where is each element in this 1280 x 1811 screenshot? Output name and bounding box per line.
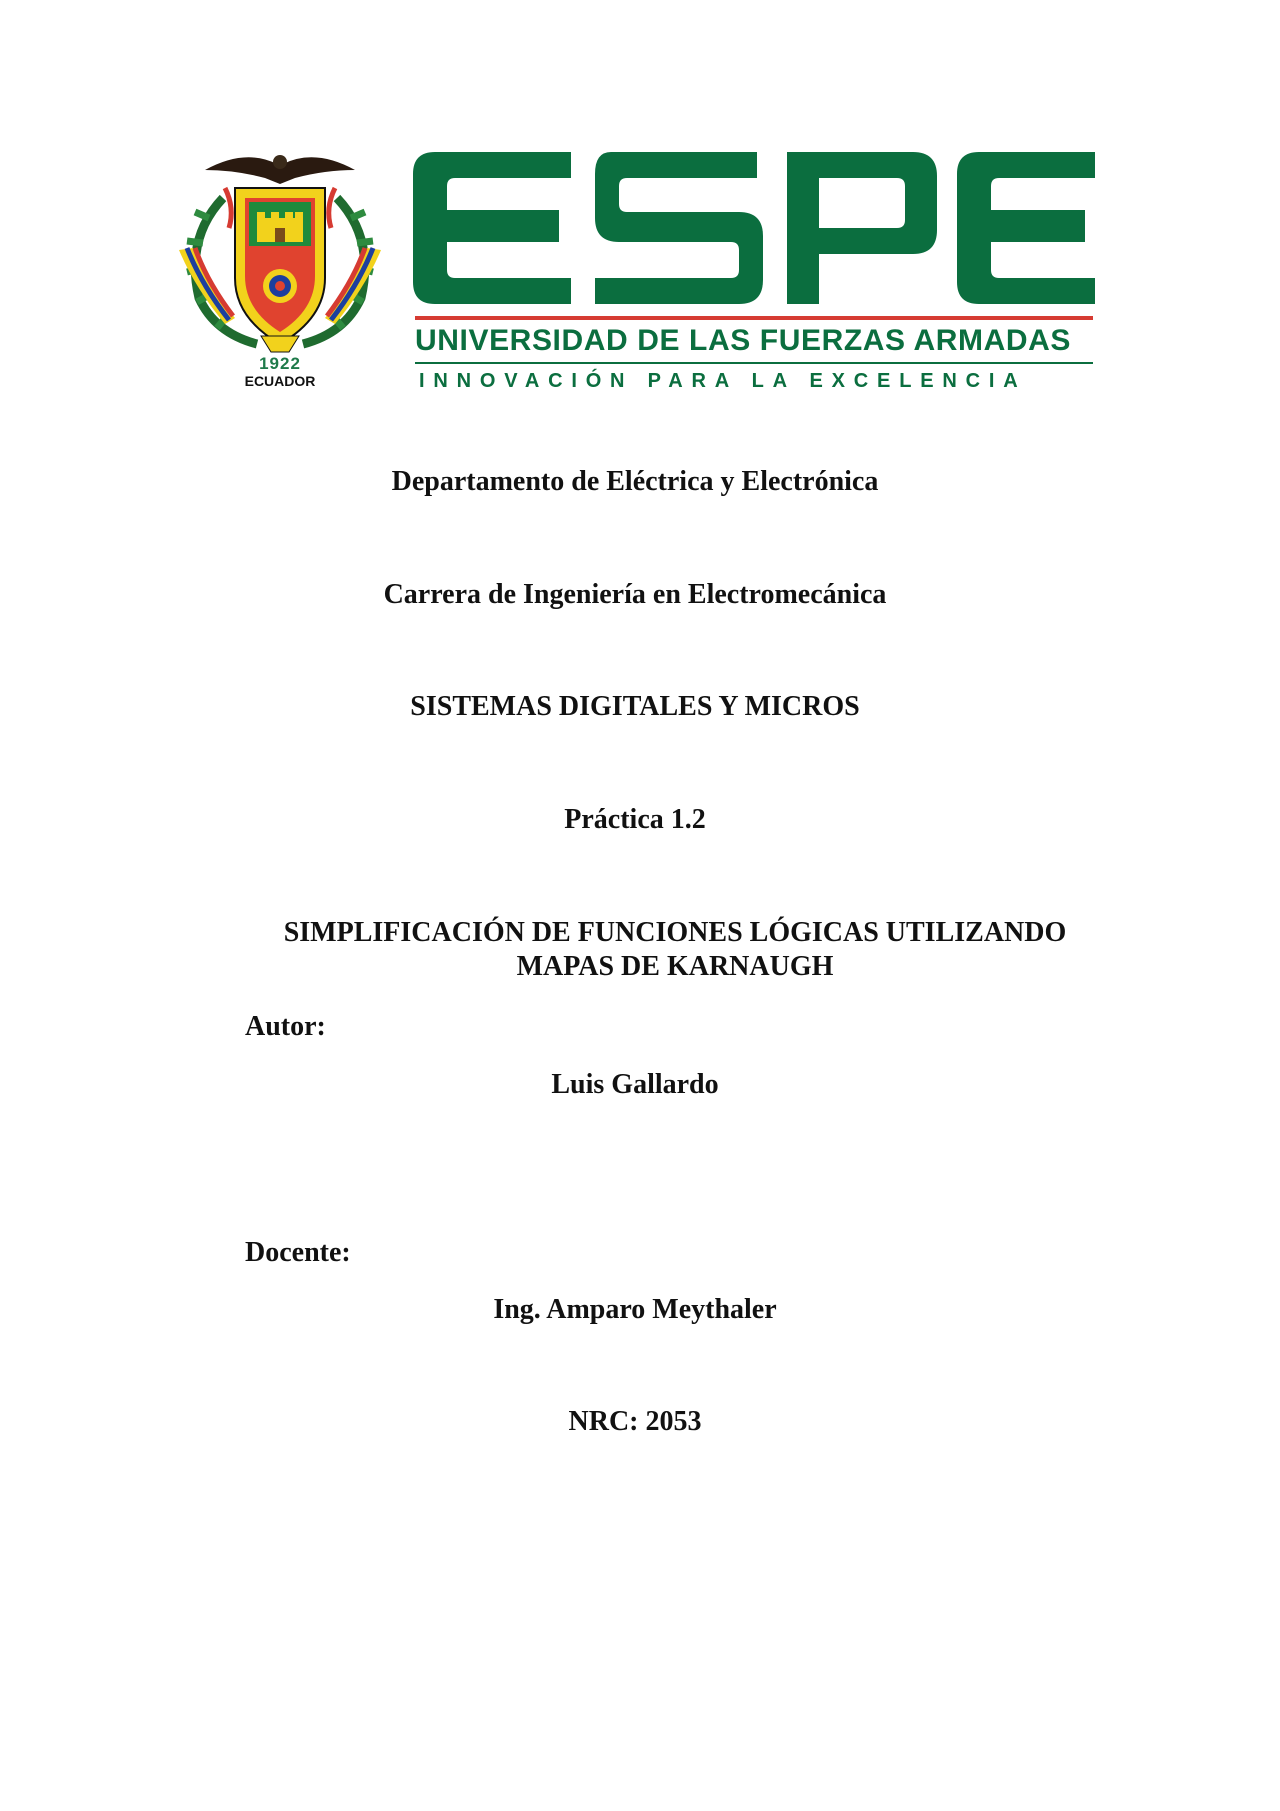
university-motto: INNOVACIÓN PARA LA EXCELENCIA (419, 370, 1027, 392)
university-name: UNIVERSIDAD DE LAS FUERZAS ARMADAS (415, 324, 1071, 357)
coat-of-arms-icon (165, 148, 395, 358)
brand-red-rule (415, 316, 1093, 320)
espe-wordmark-logo (413, 152, 1095, 304)
practice-line: Práctica 1.2 (564, 804, 706, 835)
crest-year: 1922 (259, 354, 301, 373)
report-title-line-2: MAPAS DE KARNAUGH (516, 951, 834, 982)
career-line: Carrera de Ingeniería en Electromecánica (383, 579, 887, 610)
university-crest (165, 148, 395, 393)
author-label: Autor: (245, 1011, 326, 1042)
university-brand (413, 152, 1095, 392)
brand-green-rule (415, 362, 1093, 364)
author-name: Luis Gallardo (551, 1069, 719, 1100)
department-line: Departamento de Eléctrica y Electrónica (391, 466, 879, 497)
report-title-line-1: SIMPLIFICACIÓN DE FUNCIONES LÓGICAS UTILIZANDO (283, 917, 1067, 948)
nrc-line: NRC: 2053 (568, 1406, 702, 1437)
teacher-name: Ing. Amparo Meythaler (493, 1294, 777, 1325)
crest-country: ECUADOR (244, 373, 316, 389)
university-header (165, 148, 1095, 398)
course-line: SISTEMAS DIGITALES Y MICROS (410, 691, 860, 722)
report-title (240, 916, 1110, 984)
teacher-label: Docente: (245, 1237, 351, 1268)
